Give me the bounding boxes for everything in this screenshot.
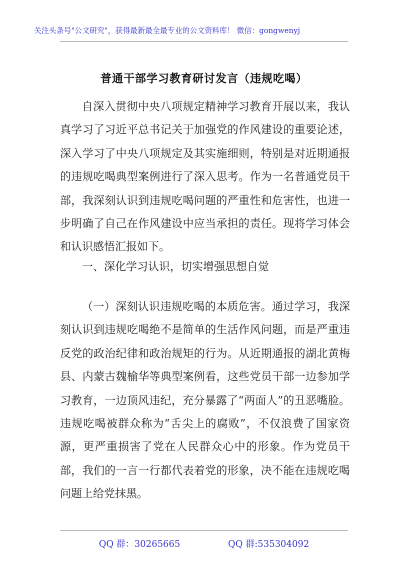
top-banner: 关注头条号"公文研究"，获得最新最全最专业的公文资料库！ 微信：gongwenyj [34,26,301,35]
document-title: 普通干部学习教育研讨发言（违规吃喝） [100,72,308,85]
section-heading: 一、深化学习认识，切实增强思想自觉 [82,260,269,273]
intro-paragraph: 自深入贯彻中央八项规定精神学习教育开展以来，我认真学习了习近平总书记关于加强党的作风建设的重要论述，深入学习了中央八项规定及其实施细则，特别是对近期通报的违规吃喝典型案例进行了深入思考。作为一名普通党员干部，我深刻认识到违规吃喝问题的严重性和危害性，也进一步明确了自己在作风建设中应当承担的责任。现将学习体会和认识感悟汇报如下。 [60,100,350,254]
section-paragraph: （一）深刻认识违规吃喝的本质危害。通过学习，我深刻认识到违规吃喝绝不是简单的生活作风问题，而是严重违反党的政治纪律和政治规矩的行为。从近期通报的湖北黄梅县、内蒙古魏榆华等典型案例看，这些党员干部一边参加学习教育，一边顶风违纪，充分暴露了“两面人”的丑恶嘴脸。违规吃喝被群众称为“舌尖上的腐败”，不仅浪费了国家资源，更严重损害了党在人民群众心中的形象。作为党员干部，我们的一言一行都代表着党的形象，决不能在违规吃喝问题上给党抹黑。 [60,300,350,501]
footer-qq-group-2: QQ 群:535304092 [228,540,310,550]
footer [0,537,408,550]
footer-qq-group-1: QQ 群：30265665 [98,540,181,550]
header-divider [60,41,348,42]
footer-divider [60,530,348,531]
